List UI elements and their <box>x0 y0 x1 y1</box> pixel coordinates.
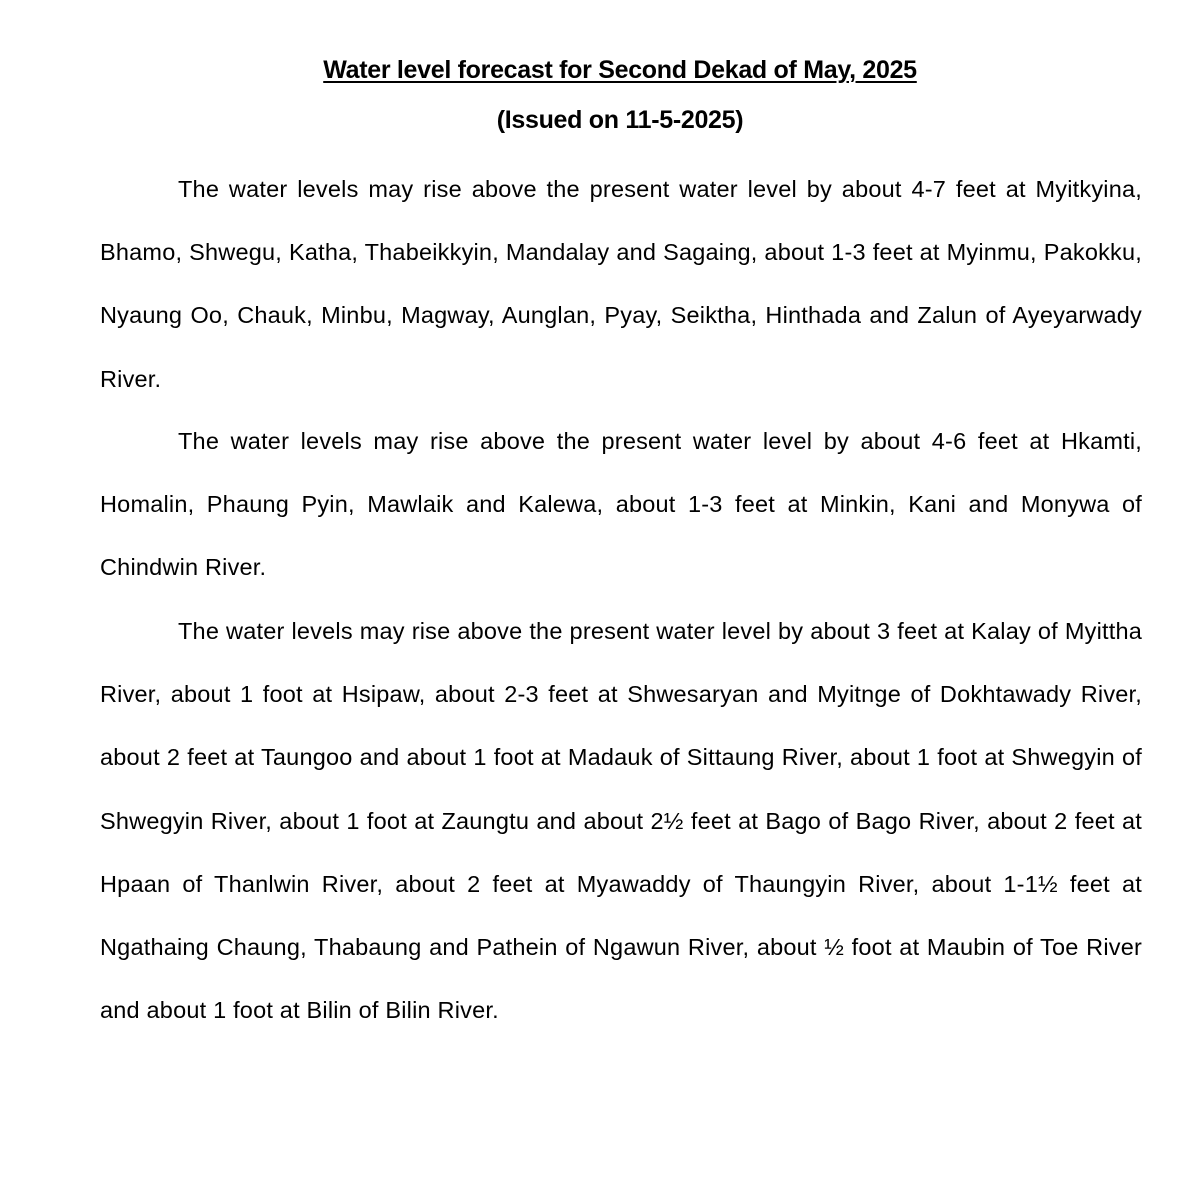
paragraph-ayeyarwady: The water levels may rise above the present water level by about 4-7 feet at Myitkyina, Bhamo, Shwegu, Katha, Thabeikkyin, Mandalay and Sagaing, about 1-3 feet at Myinmu, Pakokku, Nyaung Oo, Chauk, Minbu, Magway, Aunglan, Pyay, Seiktha, Hinthada and Zalun of Ayeyarwady River. <box>100 176 1142 392</box>
paragraph-chindwin: The water levels may rise above the present water level by about 4-6 feet at Hkamti, Homalin, Phaung Pyin, Mawlaik and Kalewa, about 1-3 feet at Minkin, Kani and Monywa of Chindwin River. <box>100 428 1142 581</box>
document-title: Water level forecast for Second Dekad of May, 2025 <box>323 56 917 84</box>
issued-date: (Issued on 11-5-2025) <box>496 106 744 134</box>
paragraph-other-rivers: The water levels may rise above the present water level by about 3 feet at Kalay of Myittha River, about 1 foot at Hsipaw, about 2-3 feet at Shwesaryan and Myitnge of Dokhtawady River, about 2 feet at Taungoo and about 1 foot at Madauk of Sittaung River, about 1 foot at Shwegyin of Shwegyin River, about 1 foot at Zaungtu and about 2½ feet at Bago of Bago River, about 2 feet at Hpaan of Thanlwin River, about 2 feet at Myawaddy of Thaungyin River, about 1-1½ feet at Ngathaing Chaung, Thabaung and Pathein of Ngawun River, about ½ foot at Maubin of Toe River and about 1 foot at Bilin of Bilin River. <box>100 618 1142 1024</box>
